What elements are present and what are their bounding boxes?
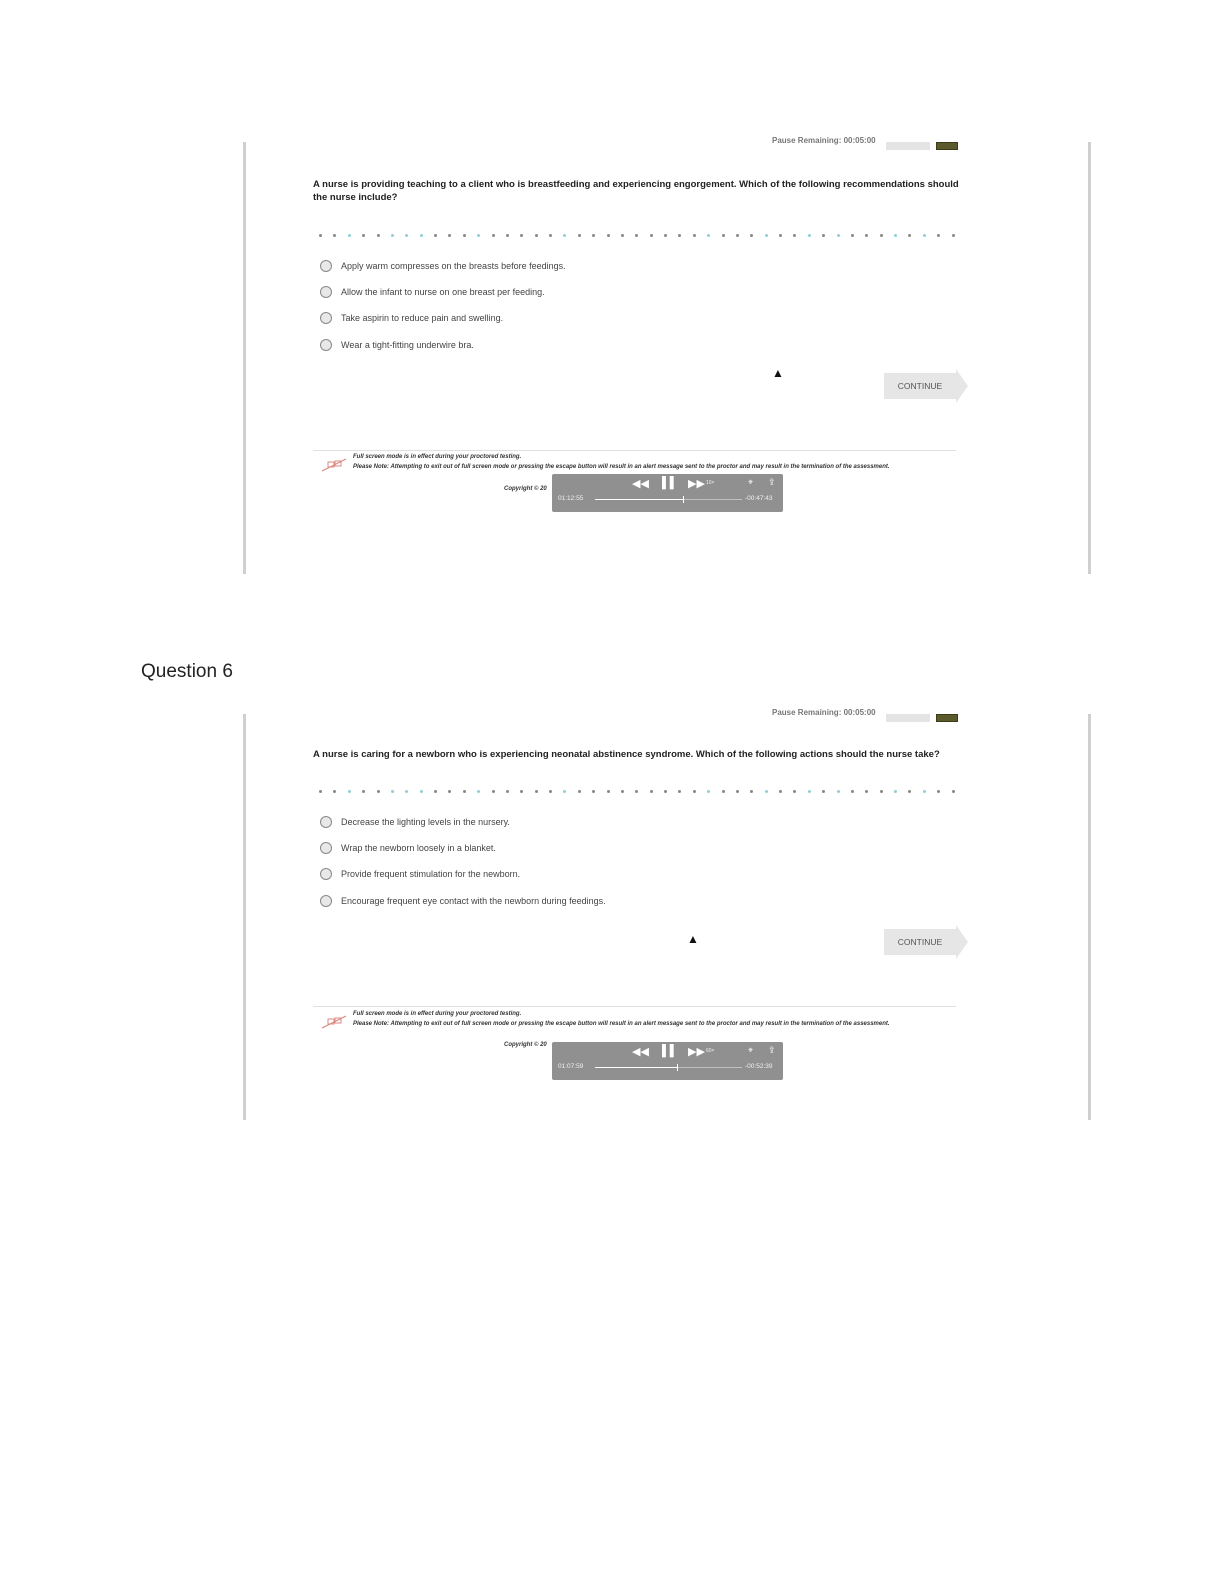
- radio-button[interactable]: [320, 816, 332, 828]
- progress-dot: [650, 790, 653, 793]
- progress-dot: [535, 234, 538, 237]
- progress-dot: [664, 790, 667, 793]
- progress-dot: [448, 234, 451, 237]
- progress-dot: [765, 234, 768, 237]
- share-icon[interactable]: ⇪: [768, 1045, 776, 1055]
- continue-button[interactable]: CONTINUE: [884, 373, 956, 399]
- elapsed-time: 01:07:59: [558, 1063, 584, 1070]
- progress-dot: [607, 790, 610, 793]
- progress-dot: [650, 234, 653, 237]
- progress-dot: [592, 234, 595, 237]
- progress-dot: [822, 790, 825, 793]
- progress-dot: [693, 234, 696, 237]
- video-player-controls: [552, 474, 783, 512]
- copyright-text: Copyright © 20: [504, 486, 547, 492]
- progress-dot: [808, 234, 811, 237]
- scrubber-fill: [595, 1067, 677, 1068]
- progress-dot: [923, 790, 926, 793]
- progress-dot: [808, 790, 811, 793]
- progress-dot: [621, 234, 624, 237]
- pause-remaining-label: Pause Remaining: 00:05:00: [772, 708, 876, 717]
- progress-dot: [865, 234, 868, 237]
- answer-option[interactable]: [320, 310, 503, 326]
- progress-dots: [319, 232, 955, 238]
- progress-dot: [722, 234, 725, 237]
- progress-dot: [693, 790, 696, 793]
- remaining-time: -00:47:43: [745, 495, 773, 502]
- video-player-controls: [552, 1042, 783, 1080]
- progress-dot: [319, 234, 322, 237]
- radio-button[interactable]: [320, 286, 332, 298]
- progress-dot: [405, 234, 408, 237]
- progress-dot: [348, 234, 351, 237]
- answer-label: Wrap the newborn loosely in a blanket.: [341, 843, 496, 853]
- progress-dot: [750, 234, 753, 237]
- progress-dot: [563, 234, 566, 237]
- pause-button[interactable]: [886, 142, 930, 150]
- playback-speed: 10×: [706, 480, 715, 486]
- answer-option[interactable]: [320, 840, 496, 856]
- answer-label: Provide frequent stimulation for the newborn.: [341, 869, 521, 879]
- footer-fullscreen-note: Full screen mode is in effect during your proctored testing.: [353, 1011, 522, 1017]
- fast-forward-icon[interactable]: ▶▶: [688, 478, 705, 490]
- progress-dot: [894, 790, 897, 793]
- progress-dot: [607, 234, 610, 237]
- progress-dot: [477, 234, 480, 237]
- progress-dot: [837, 790, 840, 793]
- airplay-icon[interactable]: ⌖: [748, 477, 754, 487]
- progress-dot: [362, 790, 365, 793]
- progress-dot: [793, 234, 796, 237]
- answer-option[interactable]: [320, 258, 566, 274]
- continue-button[interactable]: CONTINUE: [884, 929, 956, 955]
- progress-dot: [837, 234, 840, 237]
- pause-icon[interactable]: ▌▌: [662, 477, 678, 489]
- progress-dot: [592, 790, 595, 793]
- progress-dot: [952, 234, 955, 237]
- progress-dot: [333, 234, 336, 237]
- progress-dot: [736, 790, 739, 793]
- progress-dot: [405, 790, 408, 793]
- radio-button[interactable]: [320, 339, 332, 351]
- progress-dot: [362, 234, 365, 237]
- progress-dot: [348, 790, 351, 793]
- radio-button[interactable]: [320, 868, 332, 880]
- progress-dot: [520, 234, 523, 237]
- progress-dot: [420, 234, 423, 237]
- progress-dot: [880, 234, 883, 237]
- progress-dot: [707, 790, 710, 793]
- answer-label: Apply warm compresses on the breasts before feedings.: [341, 261, 566, 271]
- progress-dot: [937, 234, 940, 237]
- progress-dot: [722, 790, 725, 793]
- answer-option[interactable]: [320, 284, 545, 300]
- progress-dot: [851, 234, 854, 237]
- progress-dot: [678, 790, 681, 793]
- progress-dot: [578, 234, 581, 237]
- answer-option[interactable]: [320, 814, 510, 830]
- screenshot-question-5: [243, 136, 1091, 574]
- footer-divider: [313, 450, 956, 451]
- footer-warning: Please Note: Attempting to exit out of full screen mode or pressing the escape button will result in an alert message sent to the proctor and may result in the termination of the assessment.: [353, 1021, 890, 1027]
- progress-dot: [506, 790, 509, 793]
- progress-dot: [563, 790, 566, 793]
- footer-divider: [313, 1006, 956, 1007]
- footer-warning: Please Note: Attempting to exit out of full screen mode or pressing the escape button will result in an alert message sent to the proctor and may result in the termination of the assessment.: [353, 464, 890, 470]
- progress-dot: [391, 234, 394, 237]
- progress-dot: [434, 790, 437, 793]
- elapsed-time: 01:12:55: [558, 495, 584, 502]
- progress-dot: [707, 234, 710, 237]
- mouse-cursor-icon: ▲: [772, 366, 784, 380]
- progress-dot: [448, 790, 451, 793]
- progress-dot: [952, 790, 955, 793]
- progress-dot: [750, 790, 753, 793]
- progress-dot: [520, 790, 523, 793]
- pause-remaining-label: Pause Remaining: 00:05:00: [772, 136, 876, 145]
- footer-fullscreen-note: Full screen mode is in effect during your proctored testing.: [353, 454, 522, 460]
- progress-dot: [937, 790, 940, 793]
- answer-label: Decrease the lighting levels in the nursery.: [341, 817, 510, 827]
- answer-label: Wear a tight-fitting underwire bra.: [341, 340, 474, 350]
- progress-dot: [377, 234, 380, 237]
- rewind-icon[interactable]: ◀◀: [632, 478, 649, 490]
- progress-dot: [908, 234, 911, 237]
- unplug-icon: [320, 1015, 348, 1029]
- progress-dot: [880, 790, 883, 793]
- radio-button[interactable]: [320, 260, 332, 272]
- pause-button[interactable]: [886, 714, 930, 722]
- progress-dot: [477, 790, 480, 793]
- pause-icon[interactable]: ▌▌: [662, 1045, 678, 1057]
- progress-dot: [535, 790, 538, 793]
- section-heading: Question 6: [141, 661, 233, 682]
- progress-dot: [492, 790, 495, 793]
- progress-dot: [333, 790, 336, 793]
- answer-label: Take aspirin to reduce pain and swelling.: [341, 313, 504, 323]
- battery-icon: [936, 142, 958, 150]
- progress-dot: [319, 790, 322, 793]
- mouse-cursor-icon: ▲: [687, 932, 699, 946]
- progress-dot: [635, 234, 638, 237]
- progress-dot: [793, 790, 796, 793]
- progress-dot: [865, 790, 868, 793]
- answer-option[interactable]: [320, 866, 520, 882]
- copyright-text: Copyright © 20: [504, 1042, 547, 1048]
- radio-button[interactable]: [320, 312, 332, 324]
- answer-option[interactable]: [320, 893, 606, 909]
- progress-dot: [549, 234, 552, 237]
- progress-dots: [319, 788, 955, 794]
- unplug-icon: [320, 458, 348, 472]
- progress-dot: [635, 790, 638, 793]
- progress-dot: [492, 234, 495, 237]
- share-icon[interactable]: ⇪: [768, 477, 776, 487]
- progress-dot: [420, 790, 423, 793]
- progress-dot: [736, 234, 739, 237]
- progress-dot: [851, 790, 854, 793]
- fast-forward-icon[interactable]: ▶▶: [688, 1046, 705, 1058]
- question-text: A nurse is caring for a newborn who is experiencing neonatal abstinence syndrome. Which of the following actions should the nurse take?: [313, 749, 940, 760]
- scrubber-handle[interactable]: [683, 496, 684, 503]
- scrubber-track[interactable]: [595, 1067, 742, 1068]
- progress-dot: [506, 234, 509, 237]
- progress-dot: [894, 234, 897, 237]
- radio-button[interactable]: [320, 895, 332, 907]
- airplay-icon[interactable]: ⌖: [748, 1045, 754, 1055]
- progress-dot: [923, 234, 926, 237]
- progress-dot: [908, 790, 911, 793]
- radio-button[interactable]: [320, 842, 332, 854]
- progress-dot: [434, 234, 437, 237]
- progress-dot: [463, 790, 466, 793]
- progress-dot: [621, 790, 624, 793]
- progress-dot: [377, 790, 380, 793]
- progress-dot: [822, 234, 825, 237]
- battery-icon: [936, 714, 958, 722]
- remaining-time: -00:52:39: [745, 1063, 773, 1070]
- answer-option[interactable]: [320, 337, 474, 353]
- screenshot-question-6: [243, 708, 1091, 1120]
- progress-dot: [578, 790, 581, 793]
- answer-label: Encourage frequent eye contact with the newborn during feedings.: [341, 896, 606, 906]
- scrubber-fill: [595, 499, 683, 500]
- progress-dot: [765, 790, 768, 793]
- rewind-icon[interactable]: ◀◀: [632, 1046, 649, 1058]
- progress-dot: [549, 790, 552, 793]
- playback-speed: 60×: [706, 1048, 715, 1054]
- progress-dot: [391, 790, 394, 793]
- answer-label: Allow the infant to nurse on one breast per feeding.: [341, 287, 545, 297]
- progress-dot: [463, 234, 466, 237]
- question-text: A nurse is providing teaching to a client who is breastfeeding and experiencing engorgement. Which of the following recommendations should the nurse include?: [313, 179, 959, 203]
- progress-dot: [779, 234, 782, 237]
- scrubber-handle[interactable]: [677, 1064, 678, 1071]
- scrubber-track[interactable]: [595, 499, 742, 500]
- progress-dot: [779, 790, 782, 793]
- progress-dot: [678, 234, 681, 237]
- progress-dot: [664, 234, 667, 237]
